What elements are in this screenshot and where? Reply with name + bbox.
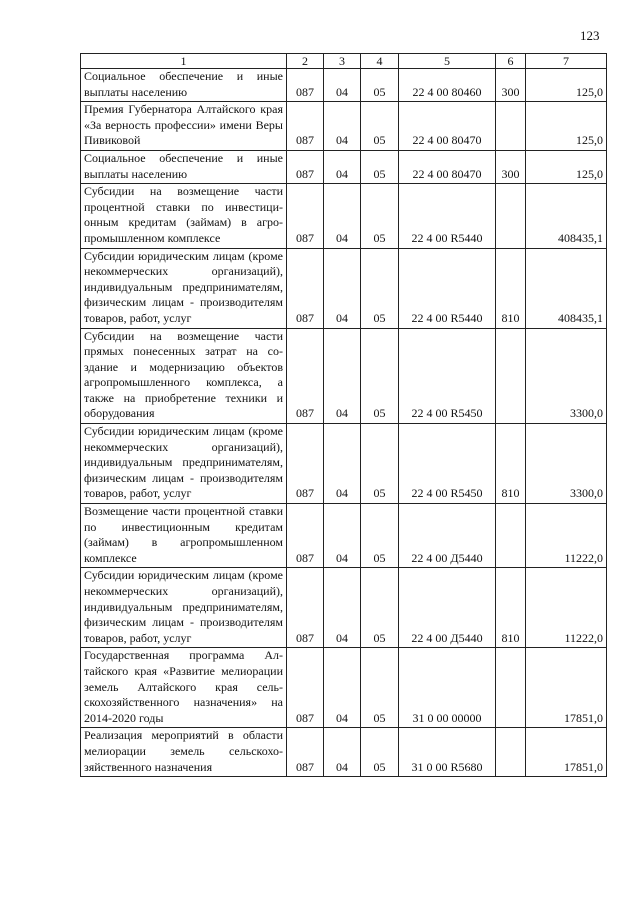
table-row — [81, 150, 607, 183]
item-name: Государственная программа Алтайского края «Развитие мелиорации земель Алтайского края сельскохозяйственного назначения» на 2014-2020 годы — [81, 648, 287, 728]
subsection-code: 05 — [361, 150, 399, 183]
item-name: Субсидии на возмещение части прямых понесенных затрат на создание и модернизацию объектов агропромышленного комплекса, а также на приобретение техники и оборудования — [81, 328, 287, 424]
amount-value: 11222,0 — [526, 504, 607, 568]
item-name: Субсидии юридическим лицам (кроме некоммерческих организаций), индивидуальным предпринимателям, физическим лицам - производителям товаров, работ, услуг — [81, 248, 287, 328]
item-name: Субсидии юридическим лицам (кроме некоммерческих организаций), индивидуальным предпринимателям, физическим лицам - производителям товаров, работ, услуг — [81, 568, 287, 648]
expense-type-code — [496, 102, 526, 151]
section-code: 04 — [324, 184, 361, 248]
ministry-code: 087 — [287, 728, 324, 777]
subsection-code: 05 — [361, 248, 399, 328]
expense-type-code — [496, 328, 526, 424]
amount-value: 17851,0 — [526, 728, 607, 777]
item-name: Социальное обеспечение и иные выплаты населению — [81, 150, 287, 183]
ministry-code: 087 — [287, 69, 324, 102]
amount-value: 408435,1 — [526, 184, 607, 248]
ministry-code: 087 — [287, 184, 324, 248]
ministry-code: 087 — [287, 504, 324, 568]
table-row — [81, 328, 607, 424]
table-row — [81, 184, 607, 248]
section-code: 04 — [324, 568, 361, 648]
column-number: 3 — [324, 54, 361, 69]
target-article-code: 22 4 00 Д5440 — [399, 504, 496, 568]
expense-type-code — [496, 728, 526, 777]
target-article-code: 22 4 00 80460 — [399, 69, 496, 102]
column-number: 6 — [496, 54, 526, 69]
subsection-code: 05 — [361, 102, 399, 151]
column-number: 4 — [361, 54, 399, 69]
subsection-code: 05 — [361, 184, 399, 248]
expense-type-code: 810 — [496, 248, 526, 328]
section-code: 04 — [324, 728, 361, 777]
column-number: 5 — [399, 54, 496, 69]
table-row — [81, 248, 607, 328]
item-name: Социальное обеспечение и иные выплаты населению — [81, 69, 287, 102]
amount-value: 17851,0 — [526, 648, 607, 728]
table-row — [81, 648, 607, 728]
target-article-code: 22 4 00 80470 — [399, 102, 496, 151]
target-article-code: 22 4 00 80470 — [399, 150, 496, 183]
subsection-code: 05 — [361, 728, 399, 777]
column-number: 2 — [287, 54, 324, 69]
subsection-code: 05 — [361, 648, 399, 728]
ministry-code: 087 — [287, 102, 324, 151]
ministry-code: 087 — [287, 328, 324, 424]
ministry-code: 087 — [287, 150, 324, 183]
section-code: 04 — [324, 102, 361, 151]
table-row — [81, 69, 607, 102]
amount-value: 125,0 — [526, 102, 607, 151]
target-article-code: 31 0 00 00000 — [399, 648, 496, 728]
amount-value: 3300,0 — [526, 424, 607, 504]
section-code: 04 — [324, 504, 361, 568]
table-body — [81, 69, 607, 777]
column-number-row — [81, 54, 607, 69]
section-code: 04 — [324, 150, 361, 183]
column-number: 1 — [81, 54, 287, 69]
amount-value: 11222,0 — [526, 568, 607, 648]
target-article-code: 22 4 00 R5450 — [399, 424, 496, 504]
expense-type-code: 810 — [496, 568, 526, 648]
table-row — [81, 424, 607, 504]
ministry-code: 087 — [287, 568, 324, 648]
target-article-code: 22 4 00 R5440 — [399, 248, 496, 328]
expense-type-code — [496, 504, 526, 568]
expense-type-code — [496, 184, 526, 248]
page-number: 123 — [580, 28, 600, 43]
target-article-code: 22 4 00 R5450 — [399, 328, 496, 424]
item-name: Реализация мероприятий в области мелиорации земель сельскохозяйственного назначения — [81, 728, 287, 777]
section-code: 04 — [324, 328, 361, 424]
subsection-code: 05 — [361, 504, 399, 568]
target-article-code: 31 0 00 R5680 — [399, 728, 496, 777]
ministry-code: 087 — [287, 248, 324, 328]
expense-type-code: 300 — [496, 69, 526, 102]
target-article-code: 22 4 00 R5440 — [399, 184, 496, 248]
section-code: 04 — [324, 248, 361, 328]
subsection-code: 05 — [361, 424, 399, 504]
amount-value: 408435,1 — [526, 248, 607, 328]
budget-table — [80, 53, 607, 777]
table-row — [81, 504, 607, 568]
column-number: 7 — [526, 54, 607, 69]
expense-type-code: 300 — [496, 150, 526, 183]
item-name: Премия Губернатора Алтайского края «За верность профессии» имени Веры Пивиковой — [81, 102, 287, 151]
table-row — [81, 568, 607, 648]
item-name: Субсидии на возмещение части процентной ставки по инвестиционным кредитам (займам) в агропромышленном комплексе — [81, 184, 287, 248]
item-name: Возмещение части процентной ставки по инвестиционным кредитам (займам) в агропромышленном комплексе — [81, 504, 287, 568]
target-article-code: 22 4 00 Д5440 — [399, 568, 496, 648]
item-name: Субсидии юридическим лицам (кроме некоммерческих организаций), индивидуальным предпринимателям, физическим лицам - производителям товаров, работ, услуг — [81, 424, 287, 504]
subsection-code: 05 — [361, 328, 399, 424]
table-row — [81, 102, 607, 151]
ministry-code: 087 — [287, 648, 324, 728]
expense-type-code: 810 — [496, 424, 526, 504]
subsection-code: 05 — [361, 568, 399, 648]
amount-value: 125,0 — [526, 150, 607, 183]
section-code: 04 — [324, 648, 361, 728]
section-code: 04 — [324, 69, 361, 102]
expense-type-code — [496, 648, 526, 728]
subsection-code: 05 — [361, 69, 399, 102]
amount-value: 125,0 — [526, 69, 607, 102]
amount-value: 3300,0 — [526, 328, 607, 424]
ministry-code: 087 — [287, 424, 324, 504]
section-code: 04 — [324, 424, 361, 504]
table-row — [81, 728, 607, 777]
